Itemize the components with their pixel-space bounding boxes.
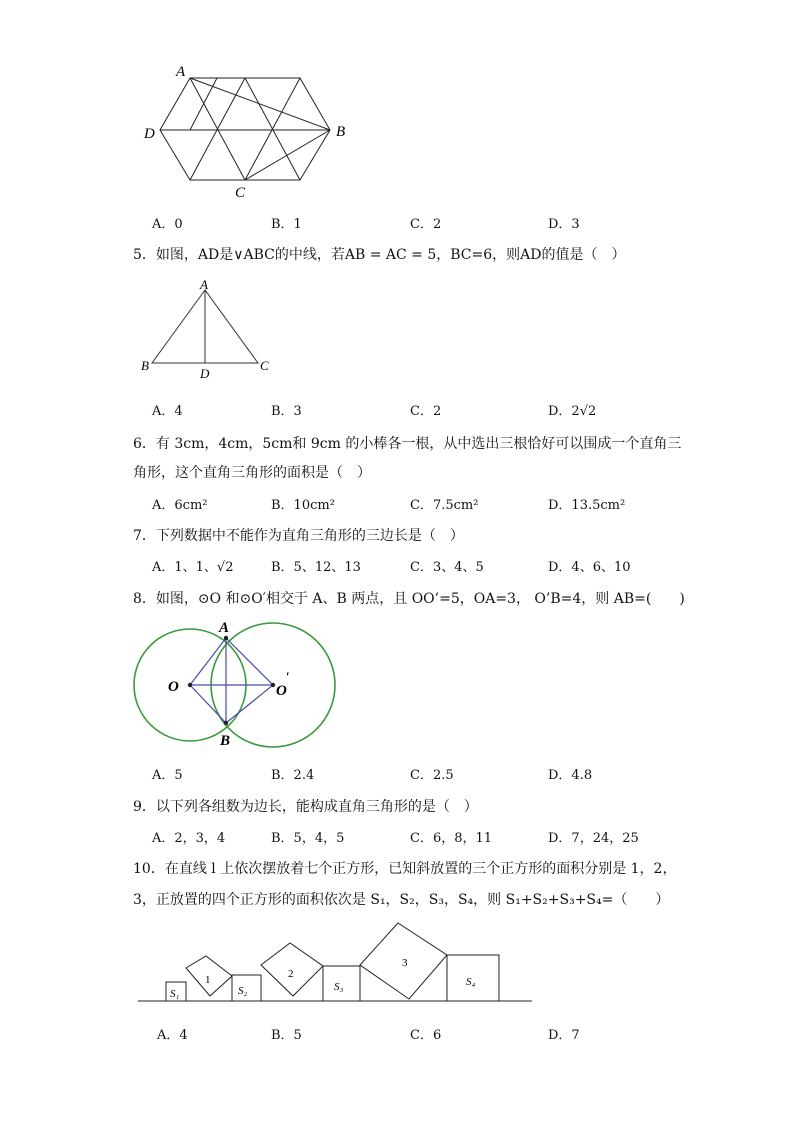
q6-stem-line1: 6．有 3cm，4cm，5cm和 9cm 的小棒各一根，从中选出三根恰好可以围成一个直角三 (133, 436, 682, 452)
square-label-s3: S₃ (334, 981, 344, 993)
q5-option-d[interactable]: D．2√2 (548, 404, 597, 419)
q7-option-c[interactable]: C．3、4、5 (410, 560, 484, 575)
q4-option-d[interactable]: D．3 (548, 217, 580, 232)
q10-option-d[interactable]: D．7 (548, 1028, 580, 1043)
circle-label-o-prime: O (276, 683, 287, 699)
circle-label-a: A (219, 620, 230, 636)
q10-stem-line2: 3，正放置的四个正方形的面积依次是 S₁，S₂，S₃，S₄，则 S₁+S₂+S₃+S₄=（ ） (133, 892, 670, 908)
q9-option-a[interactable]: A．2，3，4 (152, 831, 226, 846)
tri-label-a: A (200, 278, 208, 292)
q10-option-b[interactable]: B．5 (271, 1028, 302, 1043)
tri-label-c: C (260, 358, 269, 373)
q5-option-b[interactable]: B．3 (271, 404, 302, 419)
q7-option-b[interactable]: B．5、12、13 (271, 560, 361, 575)
q8-option-c[interactable]: C．2.5 (410, 768, 454, 783)
q6-option-a[interactable]: A．6cm² (152, 498, 208, 513)
square-label-1: 1 (205, 974, 211, 986)
square-label-2: 2 (288, 968, 294, 980)
squares-figure (138, 918, 538, 1008)
hexagon-figure (140, 60, 360, 200)
hex-label-b: B (336, 124, 346, 140)
hex-label-c: C (235, 185, 246, 200)
q7-option-a[interactable]: A．1、1、√2 (152, 560, 234, 575)
q10-option-a[interactable]: A．4 (157, 1028, 188, 1043)
q9-option-d[interactable]: D．7，24，25 (548, 831, 639, 846)
q6-option-b[interactable]: B．10cm² (271, 498, 335, 513)
tri-label-d: D (200, 366, 210, 381)
q5-stem: 5．如图，AD是∨ABC的中线，若AB = AC = 5，BC=6，则AD的值是（ ） (133, 247, 626, 263)
q6-option-c[interactable]: C．7.5cm² (410, 498, 479, 513)
q4-option-a[interactable]: A．0 (152, 217, 183, 232)
q5-option-c[interactable]: C．2 (410, 404, 442, 419)
q8-option-a[interactable]: A．5 (152, 768, 183, 783)
q7-option-d[interactable]: D．4、6、10 (548, 560, 631, 575)
triangle-figure (138, 278, 278, 383)
circle-label-prime-mark: ′ (286, 669, 290, 684)
q10-option-c[interactable]: C．6 (410, 1028, 442, 1043)
q8-option-d[interactable]: D．4.8 (548, 768, 593, 783)
circle-label-b: B (220, 733, 231, 749)
q5-option-a[interactable]: A．4 (152, 404, 183, 419)
q10-stem-line1: 10．在直线 l 上依次摆放着七个正方形，已知斜放置的三个正方形的面积分别是 1，2， (133, 861, 677, 877)
q6-option-d[interactable]: D．13.5cm² (548, 498, 626, 513)
q8-stem: 8．如图，⊙O 和⊙O′相交于 A、B 两点，且 OO’=5，OA=3， O’B=4，则 AB=( ) (133, 591, 685, 607)
q6-stem-line2: 角形，这个直角三角形的面积是（ ） (133, 465, 371, 481)
hex-label-d: D (144, 126, 155, 142)
q4-option-c[interactable]: C．2 (410, 217, 442, 232)
circles-figure (128, 615, 348, 755)
square-label-s1: S₁ (170, 988, 180, 1000)
square-label-s2: S₂ (238, 985, 248, 997)
q9-stem: 9．以下列各组数为边长，能构成直角三角形的是（ ） (133, 799, 478, 815)
q9-option-b[interactable]: B．5，4，5 (271, 831, 345, 846)
q9-option-c[interactable]: C．6，8，11 (410, 831, 493, 846)
tri-label-b: B (141, 358, 149, 373)
q4-option-b[interactable]: B．1 (271, 217, 302, 232)
square-label-s4: S₄ (466, 976, 476, 988)
square-label-3: 3 (402, 957, 408, 969)
q8-option-b[interactable]: B．2.4 (271, 768, 315, 783)
circle-label-o: O (168, 679, 179, 695)
q7-stem: 7．下列数据中不能作为直角三角形的三边长是（ ） (133, 528, 464, 544)
hex-label-a: A (176, 64, 186, 80)
